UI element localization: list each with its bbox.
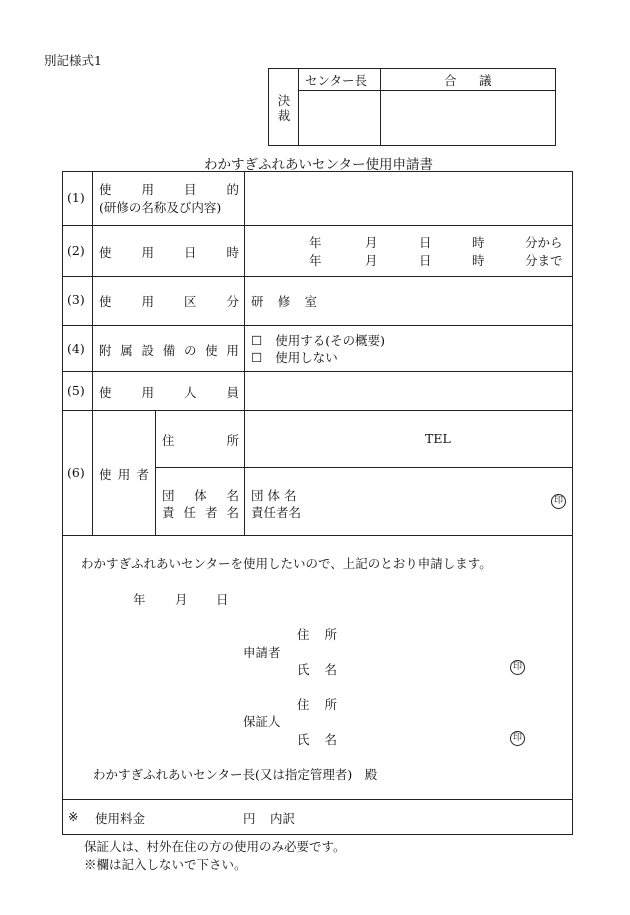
equipment-option-use[interactable] <box>251 331 385 349</box>
user-address-label <box>162 431 239 449</box>
applicant-label: 申請者 <box>243 645 281 660</box>
form-title: わかすぎふれあいセンター使用申請書 <box>204 157 433 173</box>
text: 責 <box>162 505 175 520</box>
text: 使 <box>99 294 112 309</box>
text: 名 <box>226 505 239 520</box>
fee-label: 使用料金 <box>95 811 146 826</box>
divider <box>62 371 573 372</box>
text: 名 <box>324 662 337 677</box>
text: 氏 <box>297 662 310 677</box>
text: 用 <box>141 245 154 260</box>
text: 人 <box>183 385 197 400</box>
text: 修 <box>277 294 291 309</box>
yen-label: 円 <box>243 811 256 826</box>
text: 団 <box>162 488 175 503</box>
divider <box>62 799 573 800</box>
breakdown-label: 内訳 <box>270 811 296 826</box>
purpose-label <box>99 180 239 198</box>
from-day: 日 <box>419 235 432 250</box>
divider <box>155 410 156 535</box>
guarantor-label: 保証人 <box>243 714 281 729</box>
to-year: 年 <box>309 253 322 268</box>
text: 用 <box>141 385 154 400</box>
datetime-field[interactable] <box>247 228 570 273</box>
checkbox-icon[interactable]: ☐ <box>251 333 263 348</box>
declaration-statement: わかすぎふれあいセンターを使用したいので、上記のとおり申請します。 <box>81 556 492 571</box>
text: 目 <box>183 182 197 197</box>
text: 使 <box>99 182 112 197</box>
to-day: 日 <box>419 253 432 268</box>
text: 的 <box>226 182 239 197</box>
text: 分 <box>226 294 239 309</box>
row-number: (4) <box>67 341 85 356</box>
divider <box>62 535 573 536</box>
row-number: (6) <box>67 465 85 480</box>
date-year: 年 <box>133 592 146 607</box>
divider <box>62 410 573 411</box>
text: 設 <box>141 343 154 358</box>
purpose-field[interactable] <box>247 174 570 222</box>
to-hour: 時 <box>472 253 485 268</box>
asterisk-mark: ※ <box>68 809 79 824</box>
equipment-option-not-use[interactable] <box>251 348 338 366</box>
text: 体 <box>194 488 207 503</box>
guarantor-name-label <box>297 730 337 748</box>
center-head-label: センター長 <box>305 73 368 88</box>
divider <box>380 68 381 146</box>
text: 氏 <box>297 732 310 747</box>
text: 使用しない <box>275 350 338 365</box>
divider <box>155 467 573 468</box>
divider <box>244 171 245 535</box>
group-name-label <box>162 486 239 504</box>
text: 時 <box>226 245 239 260</box>
text: 室 <box>304 294 317 309</box>
from-month: 月 <box>365 235 378 250</box>
applicant-seal-icon: 印 <box>510 660 525 675</box>
row-number: (5) <box>67 383 85 398</box>
text: 所 <box>324 627 337 642</box>
to-month: 月 <box>365 253 378 268</box>
center-head-stamp-area[interactable] <box>302 94 376 142</box>
group-name-field-label: 団 体 名 <box>251 488 297 503</box>
text: 者 <box>136 467 149 482</box>
category-value <box>251 292 317 310</box>
text: 所 <box>226 433 239 448</box>
text: 使 <box>205 343 218 358</box>
text: 属 <box>120 343 133 358</box>
gougi-stamp-area[interactable] <box>384 94 552 142</box>
note-asterisk: ※欄は記入しないで下さい。 <box>84 857 247 872</box>
datetime-label <box>99 243 239 261</box>
addressee: わかすぎふれあいセンター長(又は指定管理者) 殿 <box>93 767 378 782</box>
from-hour: 時 <box>472 235 485 250</box>
text: 住 <box>162 433 175 448</box>
category-label <box>99 292 239 310</box>
text: 用 <box>141 182 154 197</box>
equipment-label <box>99 341 239 359</box>
text: 研 <box>251 294 264 309</box>
text: 所 <box>324 697 337 712</box>
divider <box>298 68 299 146</box>
text: 使 <box>99 467 112 482</box>
text: 名 <box>324 732 337 747</box>
text: 住 <box>297 697 310 712</box>
text: 用 <box>226 343 239 358</box>
text: 者 <box>204 505 218 520</box>
text: 使 <box>99 245 112 260</box>
text: 日 <box>183 245 197 260</box>
user-label <box>99 465 149 483</box>
people-field[interactable] <box>247 374 570 408</box>
form-number-label: 別記様式1 <box>44 53 102 68</box>
text: 任 <box>183 505 196 520</box>
text: 員 <box>226 385 239 400</box>
tel-label: TEL <box>425 431 451 446</box>
responsible-label <box>162 503 239 521</box>
text: 備 <box>162 343 176 358</box>
guarantor-seal-icon: 印 <box>510 731 525 746</box>
applicant-name-label <box>297 660 337 678</box>
text: 使 <box>99 385 112 400</box>
date-month: 月 <box>175 592 188 607</box>
text: 用 <box>117 467 131 482</box>
people-label <box>99 383 239 401</box>
gougi-char-1: 合 <box>444 73 457 88</box>
gougi-char-2: 議 <box>479 73 492 88</box>
text: 附 <box>99 343 112 358</box>
user-address-field[interactable] <box>247 413 570 465</box>
date-day: 日 <box>216 592 229 607</box>
row-number: (2) <box>67 243 85 258</box>
text: 名 <box>226 488 239 503</box>
divider <box>62 276 573 277</box>
row-number: (1) <box>67 190 85 205</box>
divider <box>62 225 573 226</box>
row-number: (3) <box>67 292 85 307</box>
note-guarantor: 保証人は、村外在住の方の使用のみ必要です。 <box>84 839 346 854</box>
responsible-field-label: 責任者名 <box>251 505 302 520</box>
text: 用 <box>141 294 154 309</box>
text: 区 <box>183 294 197 309</box>
applicant-address-label <box>297 625 337 643</box>
from-year: 年 <box>309 235 322 250</box>
to-minute: 分まで <box>525 253 563 268</box>
divider <box>62 325 573 326</box>
text: 使用する(その概要) <box>275 333 385 348</box>
checkbox-icon[interactable]: ☐ <box>251 350 263 365</box>
text: の <box>183 343 197 358</box>
kessai-label: 決裁 <box>277 93 291 123</box>
purpose-sub-label: (研修の名称及び内容) <box>99 200 222 215</box>
divider <box>298 90 556 91</box>
divider <box>92 171 93 535</box>
from-minute: 分から <box>525 235 563 250</box>
guarantor-address-label <box>297 695 337 713</box>
seal-icon: 印 <box>551 494 566 509</box>
text: 住 <box>297 627 310 642</box>
